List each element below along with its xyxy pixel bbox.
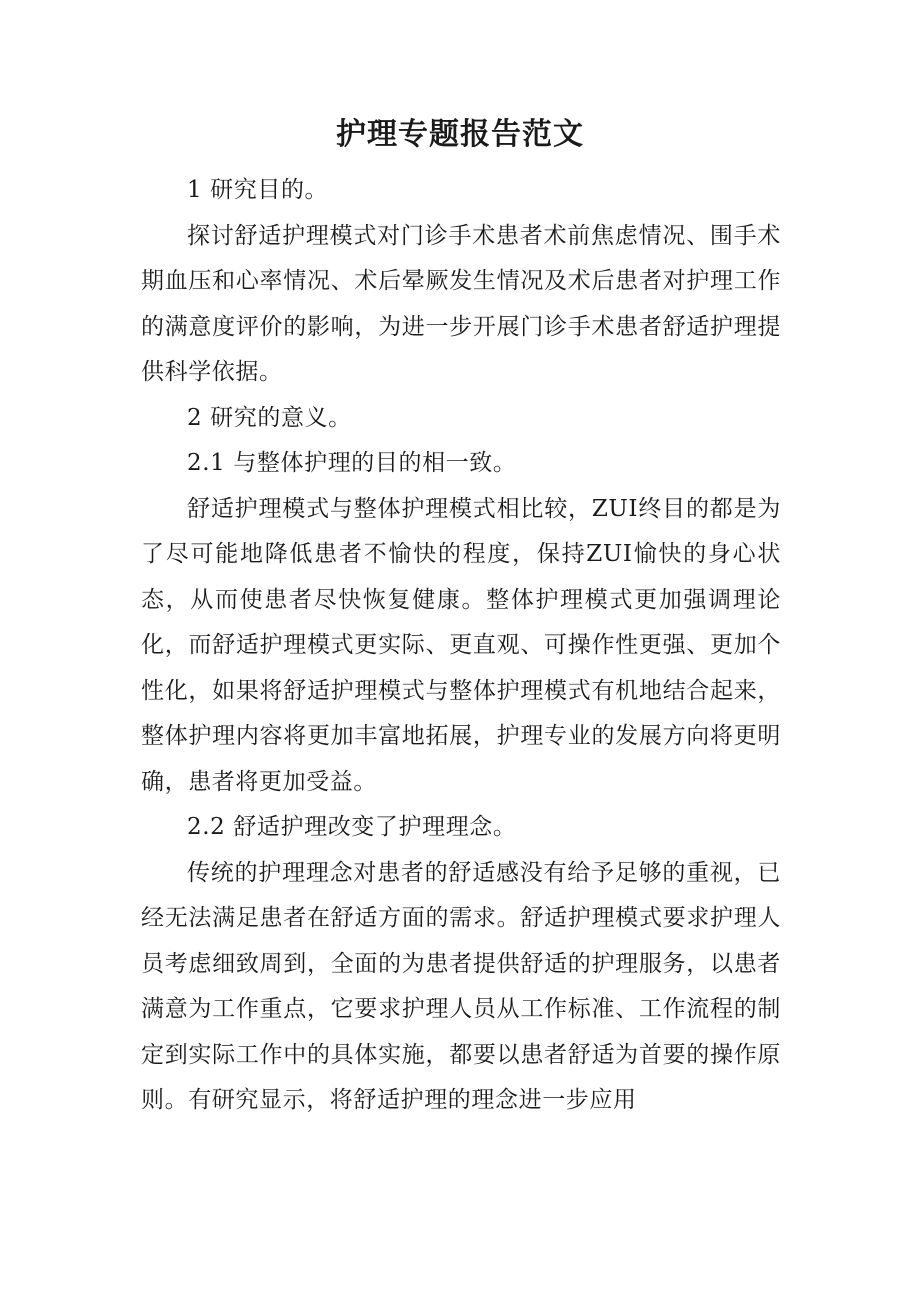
heading-research-significance: 2 研究的意义。 xyxy=(187,404,352,431)
heading-research-purpose: 1 研究目的。 xyxy=(187,177,329,203)
document-body xyxy=(141,168,781,1124)
subheading-2-2: 2.2 舒适护理改变了护理理念。 xyxy=(187,814,517,840)
paragraph-2-2: 传统的护理理念对患者的舒适感没有给予足够的重视，已经无法满足患者在舒适方面的需求。舒适护理模式要求护理人员考虑细致周到，全面的为患者提供舒适的护理服务，以患者满意为工作重点，它要求护理人员从工作标准、工作流程的制定到实际工作中的具体实施，都要以患者舒适为首要的操作原则。有研究显示，将舒适护理的理念进一步应用 xyxy=(141,859,781,1113)
paragraph-research-purpose: 探讨舒适护理模式对门诊手术患者术前焦虑情况、围手术期血压和心率情况、术后晕厥发生情况及术后患者对护理工作的满意度评价的影响，为进一步开展门诊手术患者舒适护理提供科学依据。 xyxy=(141,222,781,385)
subheading-2-1: 2.1 与整体护理的目的相一致。 xyxy=(187,450,517,476)
paragraph-2-1: 舒适护理模式与整体护理模式相比较，ZUI终目的都是为了尽可能地降低患者不愉快的程度，保持ZUI愉快的身心状态，从而使患者尽快恢复健康。整体护理模式更加强调理论化，而舒适护理模式更实际、更直观、可操作性更强、更加个性化，如果将舒适护理模式与整体护理模式有机地结合起来，整体护理内容将更加丰富地拓展，护理专业的发展方向将更明确，患者将更加受益。 xyxy=(141,495,781,795)
document-title: 护理专题报告范文 xyxy=(336,117,584,152)
